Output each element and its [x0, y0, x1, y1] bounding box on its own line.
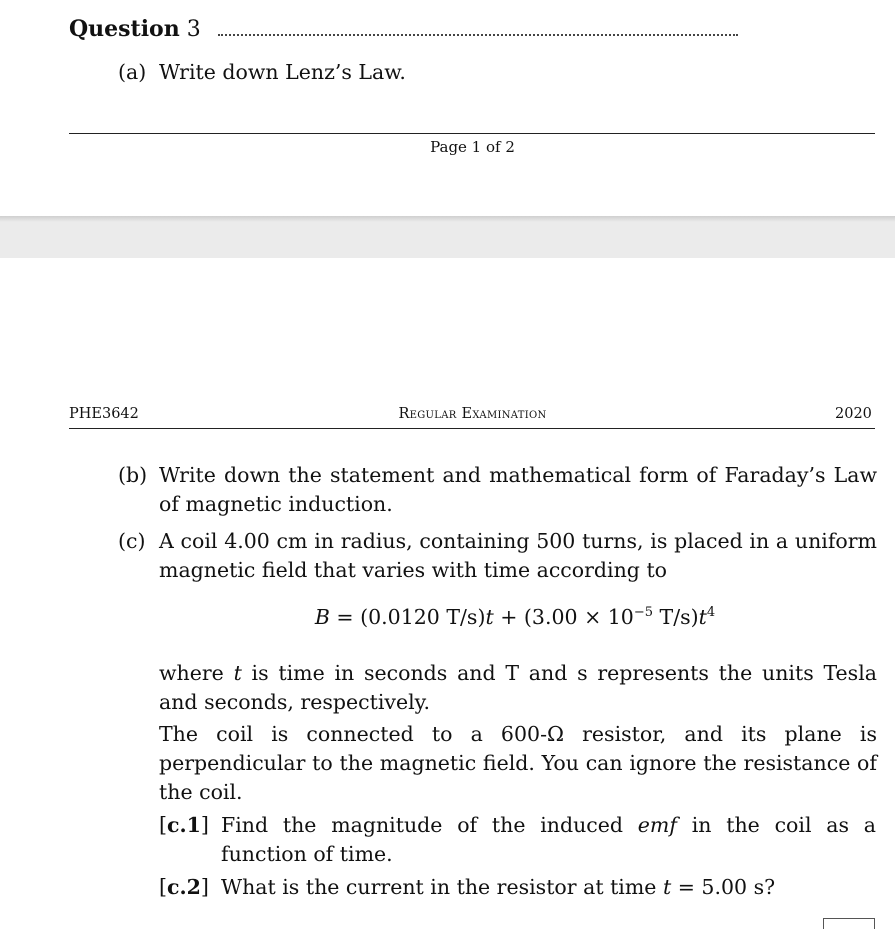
field-equation: [0, 605, 895, 629]
part-b-label: (b): [118, 463, 148, 487]
eq-power: 4: [706, 605, 716, 620]
where-post: is time in seconds and T and s represents the units Tesla and seconds, respectively.: [159, 661, 877, 714]
where-pre: where: [159, 661, 234, 685]
part-c-label: (c): [118, 529, 146, 553]
subpart-c2-label: [c.2]: [159, 875, 209, 899]
footer-rule: [69, 133, 875, 134]
eq-var-t2: t: [698, 605, 707, 629]
part-a-text: Write down Lenz’s Law.: [159, 60, 406, 84]
question-number: 3: [186, 17, 201, 42]
eq-unit: T/s): [653, 605, 699, 629]
subpart-c1-label: [c.1]: [159, 813, 209, 837]
eq-var-b: B: [314, 605, 330, 629]
where-paragraph: [159, 659, 877, 717]
header-rule: [69, 428, 875, 429]
where-var: t: [233, 661, 242, 685]
part-c: [118, 527, 878, 585]
eq-term-1: = (0.0120 T/s): [329, 605, 486, 629]
question-title: [69, 16, 201, 42]
subpart-c2-text: What is the current in the resistor at time t = 5.00 s?: [221, 875, 776, 899]
resistor-paragraph: The coil is connected to a 600-Ω resistor, and its plane is perpendicular to the magnetic field. You can ignore the resistance of the coil.: [159, 722, 877, 804]
header-year: 2020: [835, 406, 872, 422]
eq-term-2: + (3.00 × 10: [493, 605, 634, 629]
part-b-text: Write down the statement and mathematical form of Faraday’s Law of magnetic induction.: [159, 463, 877, 516]
part-b: [118, 461, 878, 519]
page-number: Page 1 of 2: [430, 138, 515, 156]
page-separator: [0, 222, 895, 258]
subpart-c1-text: Find the magnitude of the induced emf in the coil as a function of time.: [221, 813, 876, 866]
part-c-text: A coil 4.00 cm in radius, containing 500 turns, is placed in a uniform magnetic field that varies with time according to: [159, 529, 877, 582]
question-label: Question: [69, 16, 180, 42]
header-exam-title: Regular Examination: [398, 406, 547, 422]
eq-exponent: −5: [633, 605, 654, 620]
header-course-code: PHE3642: [69, 406, 139, 422]
part-a: [118, 58, 878, 87]
part-a-label: (a): [118, 60, 147, 84]
eq-var-t1: t: [485, 605, 494, 629]
subpart-c1: [159, 811, 877, 869]
subpart-c2: [159, 873, 877, 902]
answer-dotted-line: [218, 24, 738, 36]
